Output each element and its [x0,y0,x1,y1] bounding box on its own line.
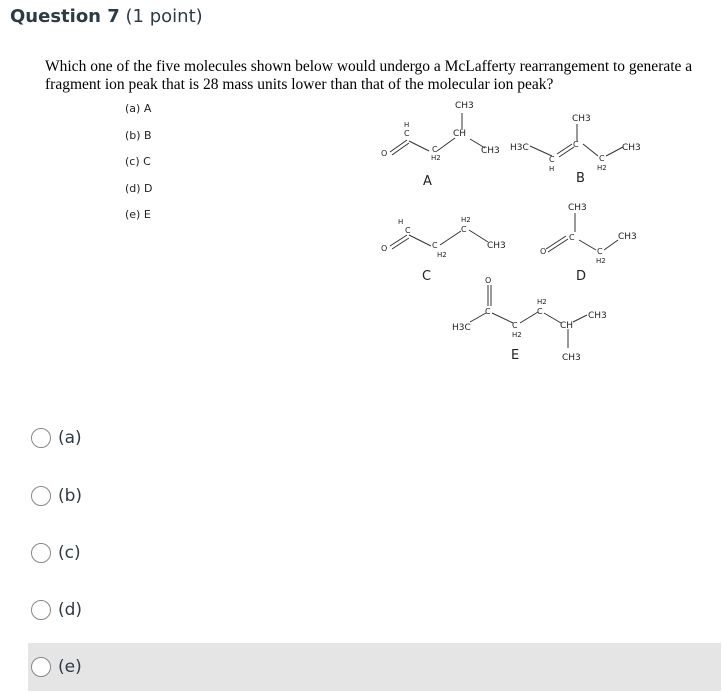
answer-option-b[interactable] [28,472,721,520]
atom-label: H [549,165,555,173]
answer-option-a[interactable] [28,414,721,462]
atom-label: CH [453,129,467,139]
atom-label: H2 [597,164,607,172]
atom-label: C [461,225,467,234]
answer-label: (c) [58,543,81,563]
atom-label: C [573,140,579,149]
atom-label: H2 [537,298,547,306]
molecule-c [381,216,506,284]
atom-label: H [404,121,410,129]
molecule-label: C [422,269,432,284]
molecule-label: E [511,348,520,363]
atom-label: H3C [452,323,471,333]
atom-label: CH3 [455,101,474,111]
molecule-b [510,114,641,186]
atom-label: H2 [437,251,447,259]
atom-label: CH3 [622,143,641,153]
atom-label: O [381,149,388,158]
molecule-label: A [423,174,432,189]
atom-label: CH3 [572,114,591,124]
question-text: Which one of the five molecules shown below would undergo a McLafferty rearrangement to generate a fragment ion peak that is 28 mass units lower than that of the molecular ion peak? [45,58,693,93]
atom-label: O [381,244,388,253]
atom-label: CH3 [568,203,587,213]
radio-button[interactable] [31,600,51,620]
answer-label: (a) [58,428,82,448]
answer-option-e[interactable] [28,643,721,691]
answer-option-d[interactable] [28,586,721,634]
atom-label: C [404,129,410,138]
atom-label: C [549,155,555,164]
atom-label: H2 [461,216,471,224]
atom-label: CH3 [588,311,607,321]
atom-label: C [537,307,543,316]
atom-label: CH3 [562,353,581,363]
molecule-label: B [576,171,585,186]
atom-label: C [569,233,575,242]
molecule-label: D [576,269,587,284]
answer-option-c[interactable] [28,529,721,577]
radio-button[interactable] [31,486,51,506]
inline-option: (e) E [125,208,151,221]
atom-label: C [432,145,438,154]
answer-label: (e) [58,657,82,677]
atom-label: O [485,276,492,285]
molecule-a [381,101,500,189]
atom-label: H3C [510,143,529,153]
radio-button[interactable] [31,428,51,448]
answer-label: (b) [58,486,83,506]
atom-label: C [597,247,603,256]
answer-label: (d) [58,600,83,620]
question-points: (1 point) [125,6,203,27]
atom-label: O [540,247,547,256]
atom-label: H [398,218,404,226]
atom-label: C [512,321,518,330]
atom-label: CH [560,321,574,331]
inline-option: (d) D [125,181,153,195]
atom-label: H2 [596,257,606,265]
atom-label: H2 [512,331,522,339]
atom-label: C [405,226,411,235]
inline-option: (c) C [125,155,151,168]
atom-label: CH3 [487,241,506,251]
atom-label: C [432,241,438,250]
inline-option: (a) A [125,102,152,115]
atom-label: H2 [431,154,441,162]
atom-label: C [485,307,491,316]
question-title: Question 7 [10,6,120,27]
atom-label: CH3 [618,232,637,242]
radio-button[interactable] [31,657,51,677]
atom-label: CH3 [481,146,500,156]
inline-option: (b) B [125,128,152,142]
radio-button[interactable] [31,543,51,563]
atom-label: C [599,154,605,163]
